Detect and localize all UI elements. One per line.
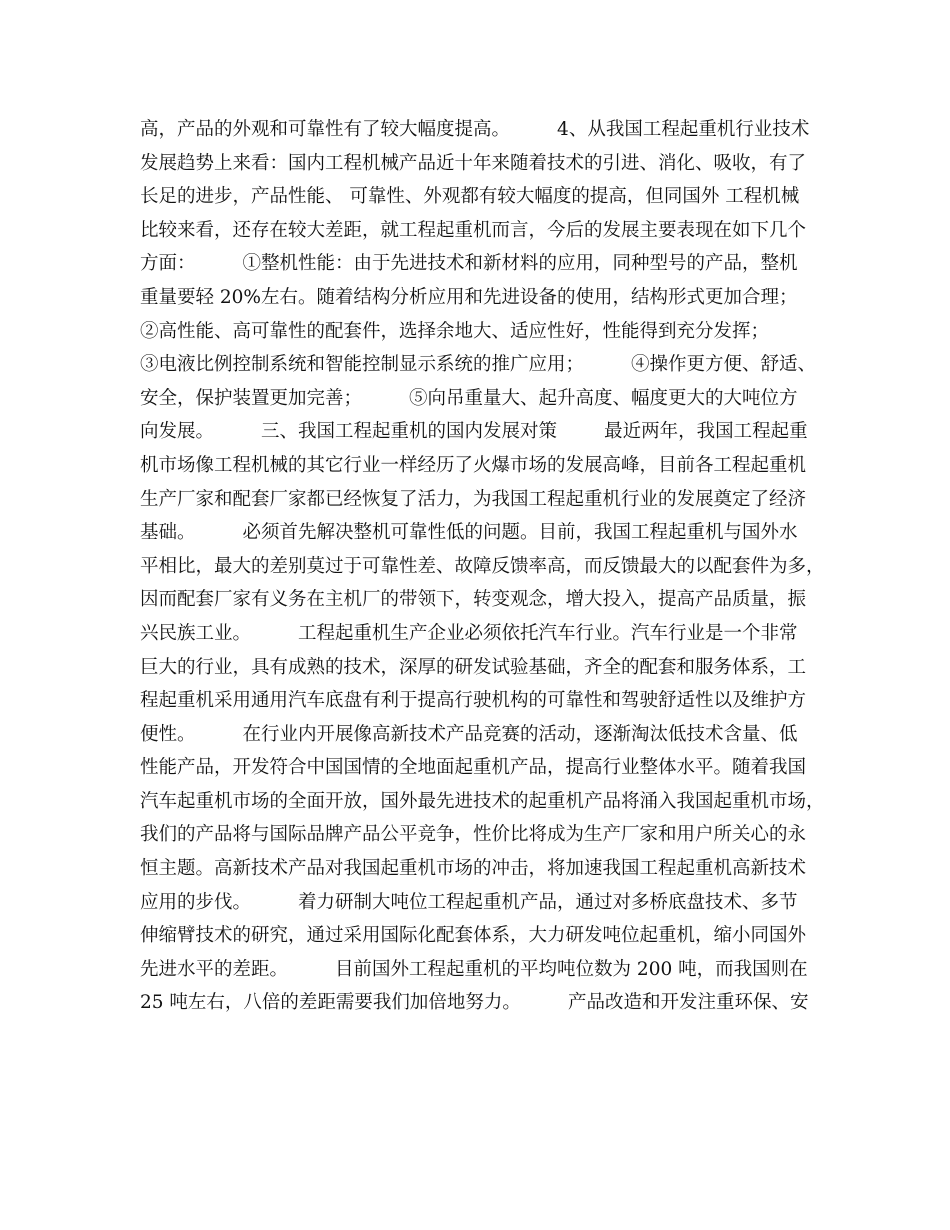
text-line: 重量要轻 20%左右。随着结构分析应用和先进设备的使用，结构形式更加合理； [140, 286, 798, 308]
text-line: 先进水平的差距。 目前国外工程起重机的平均吨位数为 200 吨，而我国则在 [140, 958, 808, 980]
text-line: 巨大的行业，具有成熟的技术，深厚的研发试验基础，齐全的配套和服务体系，工 [140, 656, 807, 678]
text-line: 长足的进步，产品性能、 可靠性、外观都有较大幅度的提高，但同国外 工程机械 [140, 186, 800, 208]
text-line: 机市场像工程机械的其它行业一样经历了火爆市场的发展高峰，目前各工程起重机 [140, 454, 807, 476]
body-text [140, 113, 830, 1020]
text-line: ②高性能、高可靠性的配套件，选择余地大、适应性好，性能得到充分发挥； [140, 320, 770, 342]
text-line: 发展趋势上来看：国内工程机械产品近十年来随着技术的引进、消化、吸收，有了 [140, 152, 807, 174]
text-line: 25 吨左右，八倍的差距需要我们加倍地努力。 产品改造和开发注重环保、安 [140, 992, 809, 1014]
text-line: 安全，保护装置更加完善； ⑤向吊重量大、起升高度、幅度更大的大吨位方 [140, 387, 798, 409]
text-line: 兴民族工业。 工程起重机生产企业必须依托汽车行业。汽车行业是一个非常 [140, 622, 798, 644]
text-line: 伸缩臂技术的研究，通过采用国际化配套体系，大力研发吨位起重机，缩小同国外 [140, 925, 807, 947]
text-line: 性能产品，开发符合中国国情的全地面起重机产品，提高行业整体水平。随着我国 [140, 757, 807, 779]
text-line: 平相比，最大的差别莫过于可靠性差、故障反馈率高，而反馈最大的以配套件为多， [140, 555, 825, 577]
text-line: 向发展。 三、我国工程起重机的国内发展对策 最近两年，我国工程起重 [140, 421, 808, 443]
text-line: 生产厂家和配套厂家都已经恢复了活力，为我国工程起重机行业的发展奠定了经济 [140, 488, 807, 510]
text-line: 基础。 必须首先解决整机可靠性低的问题。目前，我国工程起重机与国外水 [140, 522, 798, 544]
text-line: 方面： ①整机性能：由于先进技术和新材料的应用，同种型号的产品，整机 [140, 253, 798, 275]
text-line: 程起重机采用通用汽车底盘有利于提高行驶机构的可靠性和驾驶舒适性以及维护方 [140, 690, 807, 712]
text-line: 高，产品的外观和可靠性有了较大幅度提高。 4、从我国工程起重机行业技术 [140, 119, 810, 140]
text-line: 恒主题。高新技术产品对我国起重机市场的冲击，将加速我国工程起重机高新技术 [140, 858, 807, 880]
text-line: 应用的步伐。 着力研制大吨位工程起重机产品，通过对多桥底盘技术、多节 [140, 891, 798, 913]
text-line: 便性。 在行业内开展像高新技术产品竞赛的活动，逐渐淘汰低技术含量、低 [140, 723, 798, 745]
text-line: 比较来看，还存在较大差距，就工程起重机而言，今后的发展主要表现在如下几个 [140, 219, 807, 241]
text-line: ③电液比例控制系统和智能控制显示系统的推广应用； ④操作更方便、舒适、 [140, 354, 817, 376]
text-line: 因而配套厂家有义务在主机厂的带领下，转变观念，增大投入，提高产品质量，振 [140, 589, 807, 611]
text-line: 汽车起重机市场的全面开放，国外最先进技术的起重机产品将涌入我国起重机市场， [140, 790, 825, 812]
text-line: 我们的产品将与国际品牌产品公平竞争，性价比将成为生产厂家和用户所关心的永 [140, 824, 807, 846]
